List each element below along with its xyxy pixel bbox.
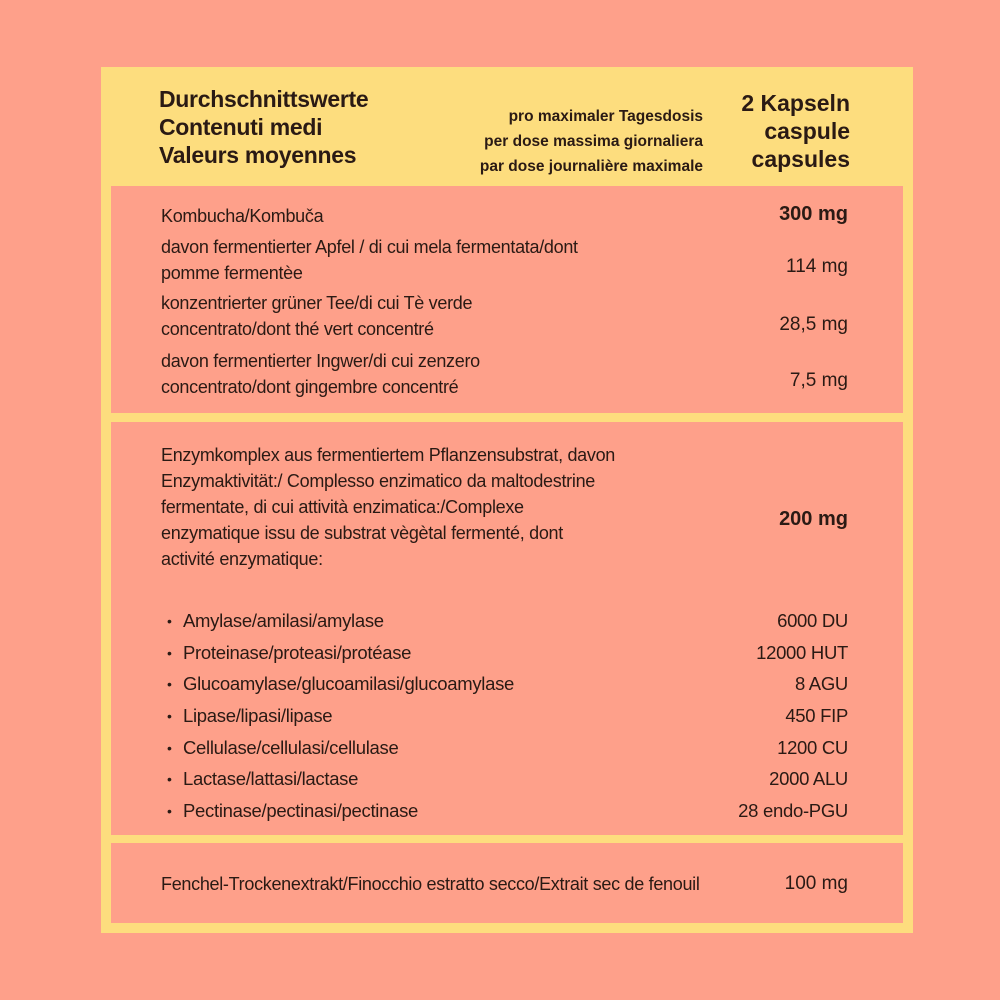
green-tea-row [161,290,848,342]
header-title-it: Contenuti medi [159,114,323,140]
enzyme-list [161,608,848,830]
enzyme-name: Lactase/lattasi/lactase [183,768,359,790]
green-tea-label: konzentrierter grüner Tee/di cui Tè verde concentrato/dont thé vert concentré [161,293,473,339]
bullet-icon: • [167,739,172,756]
list-item [161,735,848,767]
enzyme-amount: 12000 HUT [756,641,848,663]
enzyme-name: Pectinase/pectinasi/pectinase [183,800,419,822]
enzyme-amount: 1200 CU [777,736,848,758]
bullet-icon: • [167,676,172,693]
enzyme-amount: 450 FIP [785,705,848,727]
enzyme-description: Enzymkomplex aus fermentiertem Pflanzensubstrat, davon Enzymaktivität:/ Complesso enzimatico da maltodestrine fermentate, di cui attività enzimatica:/Complexe enzymatique issu de substrat vègètal fermenté, dont activité enzymatique: [161,445,616,569]
green-tea-value: 28,5 mg [779,314,848,335]
nutrition-table [101,67,913,933]
list-item [161,671,848,703]
bullet-icon: • [167,708,172,725]
enzyme-section [111,422,903,835]
header-title [159,85,368,169]
apple-row [161,234,848,286]
kombucha-row [161,203,848,229]
list-item [161,640,848,672]
ginger-row [161,348,848,400]
fennel-value: 100 mg [784,873,848,894]
bullet-icon: • [167,771,172,788]
header-capsules [741,89,850,173]
header-title-fr: Valeurs moyennes [159,142,357,168]
header-capsules-de: 2 Kapseln [741,90,850,116]
bullet-icon: • [167,613,172,629]
apple-label: davon fermentierter Apfel / di cui mela fermentata/dont pomme fermentèe [161,237,578,283]
enzyme-amount: 28 endo-PGU [738,800,848,822]
bullet-icon: • [167,644,172,661]
list-item [161,766,848,798]
kombucha-label: Kombucha/Kombuča [161,206,324,226]
kombucha-value: 300 mg [779,203,848,225]
bullet-icon: • [167,803,172,820]
enzyme-amount: 8 AGU [795,673,848,695]
enzyme-amount: 6000 DU [777,610,848,631]
enzyme-name: Amylase/amilasi/amylase [183,610,384,631]
header-title-de: Durchschnittswerte [159,86,369,112]
table-header [101,67,913,182]
header-capsules-fr: capsules [751,146,850,172]
header-dose-it: per dose massima giornaliera [484,133,703,150]
fennel-section [111,843,903,923]
enzyme-name: Proteinase/proteasi/protéase [183,641,412,663]
apple-value: 114 mg [786,256,848,277]
list-item [161,798,848,830]
enzyme-name: Lipase/lipasi/lipase [183,705,333,727]
kombucha-section [111,186,903,413]
header-dose-fr: par dose journalière maximale [479,158,703,175]
header-dose [480,104,703,179]
ginger-label: davon fermentierter Ingwer/di cui zenzero concentrato/dont gingembre concentré [161,351,480,397]
header-capsules-it: caspule [764,118,850,144]
list-item [161,703,848,735]
enzyme-amount: 2000 ALU [769,768,848,790]
enzyme-name: Cellulase/cellulasi/cellulase [183,736,399,758]
fennel-label: Fenchel-Trockenextrakt/Finocchio estratto secco/Extrait sec de fenouil [161,874,700,894]
header-dose-de: pro maximaler Tagesdosis [508,108,703,125]
enzyme-value: 200 mg [779,508,848,530]
ginger-value: 7,5 mg [789,370,848,391]
list-item [161,608,848,640]
enzyme-name: Glucoamylase/glucoamilasi/glucoamylase [183,673,515,695]
